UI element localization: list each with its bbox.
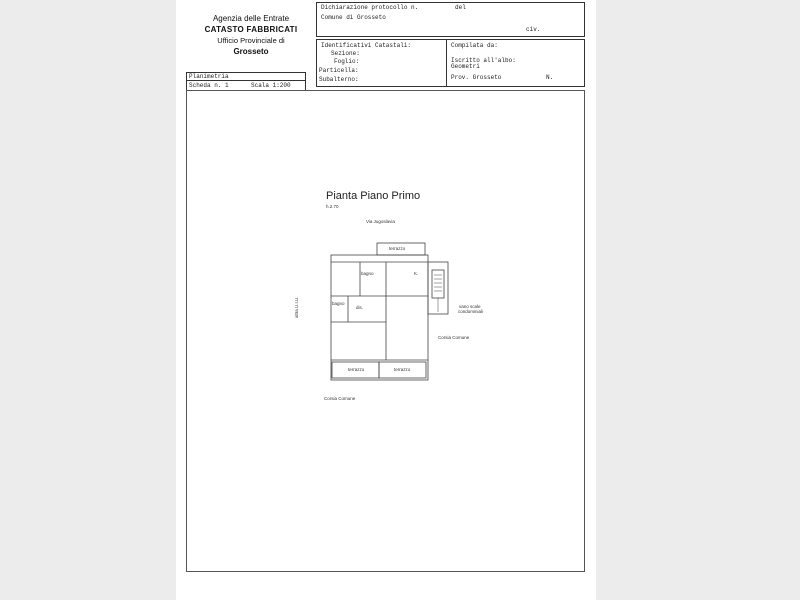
label-terrazzo-bottom-left: terrazzo bbox=[348, 367, 365, 372]
office-city: Grosseto bbox=[233, 47, 269, 56]
civ-label: civ. bbox=[526, 26, 541, 33]
catasto-title: CATASTO FABBRICATI bbox=[204, 25, 298, 34]
iscritto-label: Iscritto all'albo: bbox=[451, 57, 516, 64]
label-corsia-bottom: Corsia Comune bbox=[324, 396, 356, 401]
plan-title: Pianta Piano Primo bbox=[326, 190, 421, 202]
subalterno-label: Subalterno: bbox=[319, 76, 359, 83]
prov-label: Prov. Grosseto bbox=[451, 74, 502, 81]
label-dis: dis. bbox=[356, 305, 364, 310]
label-kitchen: K. bbox=[414, 271, 419, 276]
particella-label: Particella: bbox=[319, 67, 359, 74]
scheda-label: Scheda n. 1 bbox=[189, 82, 229, 89]
label-corsia-right: Corsia Comune bbox=[438, 335, 470, 340]
sezione-label: Sezione: bbox=[331, 50, 360, 57]
del-label: del bbox=[455, 4, 466, 11]
geometri-label: Geometri bbox=[451, 63, 480, 70]
label-terrazzo-top: terrazzo bbox=[389, 246, 406, 251]
foglio-label: Foglio: bbox=[334, 58, 360, 65]
label-vano-scale: vano scale bbox=[459, 304, 481, 309]
scala-label: Scala 1:200 bbox=[251, 82, 291, 89]
protocol-label: Dichiarazione protocollo n. bbox=[321, 4, 419, 11]
compilata-label: Compilata da: bbox=[451, 42, 498, 49]
agency-name: Agenzia delle Entrate bbox=[212, 14, 290, 23]
n-label: N. bbox=[546, 74, 554, 81]
stair-inner bbox=[432, 270, 444, 298]
planimetria-label: Planimetria bbox=[189, 73, 229, 80]
label-condominiali: condominiali bbox=[458, 309, 484, 314]
plan-height: h.2.70 bbox=[326, 204, 339, 209]
label-bagno-2: bagno bbox=[332, 301, 345, 306]
label-terrazzo-bottom-right: terrazzo bbox=[394, 367, 411, 372]
label-bagno-1: bagno bbox=[361, 271, 374, 276]
comune-label: Comune di Grosseto bbox=[321, 14, 386, 21]
street-label: Via Jugoslavia bbox=[366, 219, 395, 224]
label-altra-uiu: altra U.I.U. bbox=[294, 296, 299, 318]
document-sheet bbox=[176, 0, 596, 600]
office-label: Ufficio Provinciale di bbox=[217, 36, 285, 45]
floor-plan bbox=[176, 0, 596, 600]
identifiers-heading: Identificativi Catastali: bbox=[321, 42, 412, 49]
